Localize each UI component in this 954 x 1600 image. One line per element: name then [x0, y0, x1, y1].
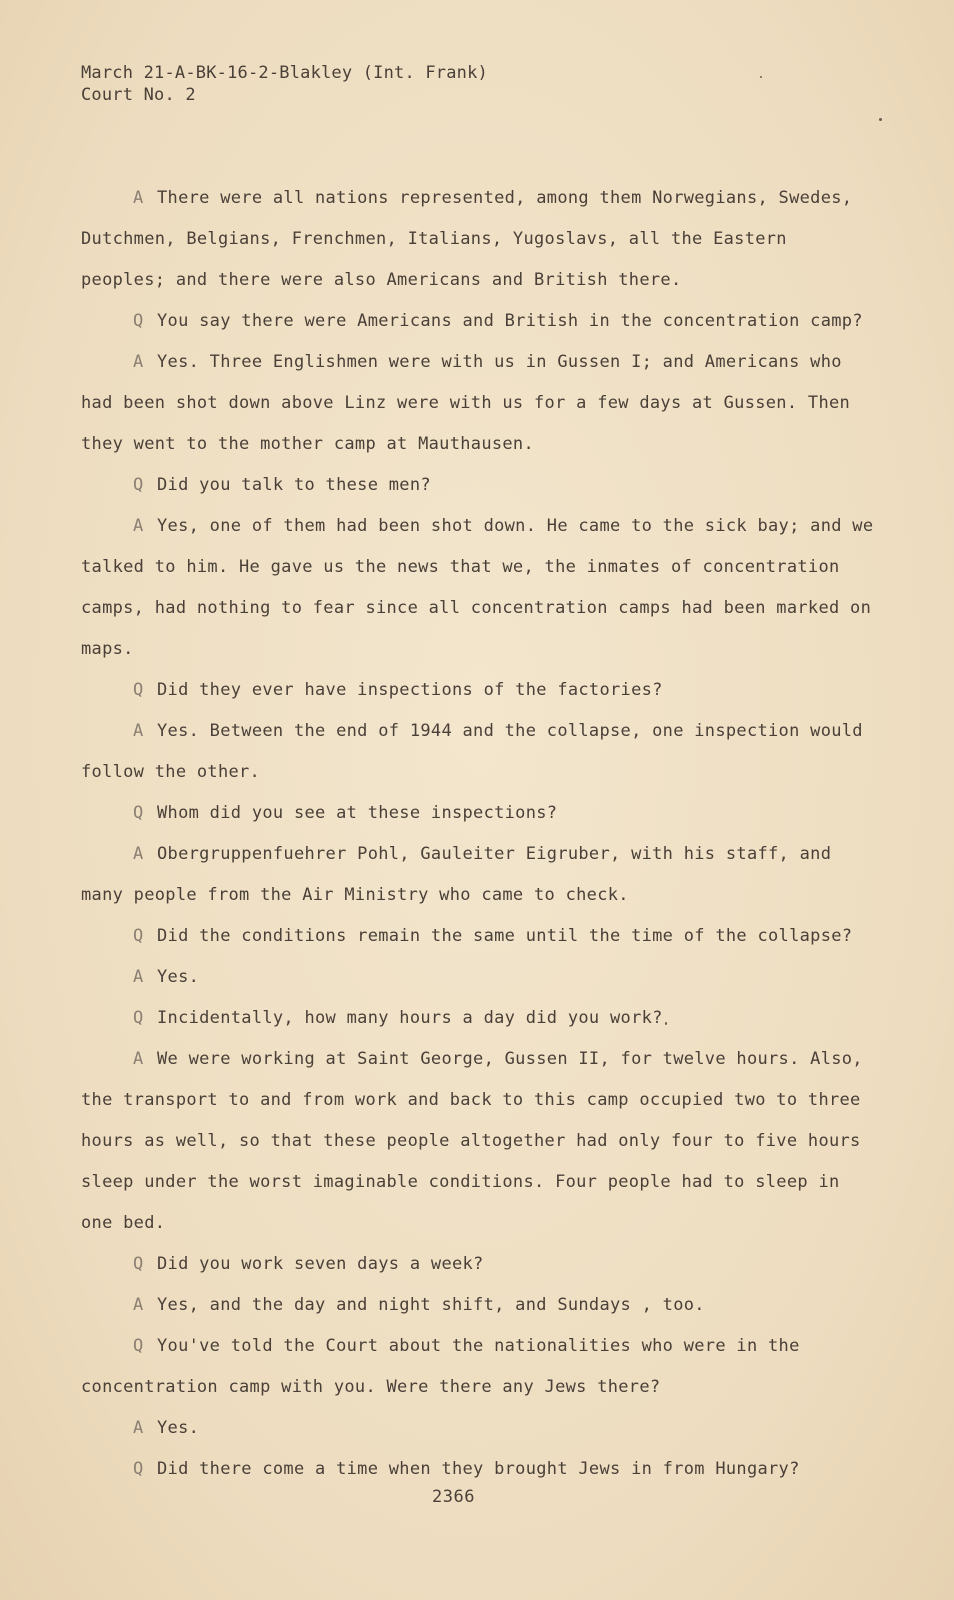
transcript-paragraph	[81, 301, 881, 342]
paragraph-text: Did you work seven days a week?	[157, 1254, 484, 1274]
transcript-paragraph	[81, 1449, 881, 1490]
paper-speck	[665, 1022, 667, 1025]
transcript-paragraph	[81, 916, 881, 957]
paragraph-text: Did you talk to these men?	[157, 475, 431, 495]
speaker-marker: A	[133, 967, 144, 987]
transcript-paragraph	[81, 670, 881, 711]
speaker-marker: A	[133, 352, 144, 372]
speaker-marker: A	[133, 844, 144, 864]
transcript-paragraph	[81, 1408, 881, 1449]
speaker-marker: Q	[133, 1336, 144, 1356]
speaker-marker: A	[133, 1418, 144, 1438]
page-number: 2366	[432, 1487, 475, 1507]
paragraph-text: Obergruppenfuehrer Pohl, Gauleiter Eigruber, with his staff, and many people from the Air Ministry who came to check.	[81, 844, 832, 905]
transcript-paragraph	[81, 178, 881, 301]
speaker-marker: Q	[133, 1008, 144, 1028]
speaker-marker: A	[133, 1295, 144, 1315]
transcript-paragraph	[81, 1285, 881, 1326]
speaker-marker: A	[133, 516, 144, 536]
transcript-paragraph	[81, 1039, 881, 1244]
speaker-marker: A	[133, 721, 144, 741]
speaker-marker: Q	[133, 1254, 144, 1274]
paragraph-text: We were working at Saint George, Gussen II, for twelve hours. Also, the transport to and from work and back to this camp occupied two to three hours as well, so that these people altogether had only four to five hours sleep under the worst imaginable conditions. Four people had to sleep in one bed.	[81, 1049, 863, 1233]
paragraph-text: Yes.	[157, 967, 200, 987]
transcript-paragraph	[81, 793, 881, 834]
paper-speck	[760, 76, 762, 78]
transcript-paragraph	[81, 711, 881, 793]
speaker-marker: Q	[133, 680, 144, 700]
transcript-paragraph	[81, 957, 881, 998]
paragraph-text: Yes. Three Englishmen were with us in Gussen I; and Americans who had been shot down above Linz were with us for a few days at Gussen. Then they went to the mother camp at Mauthausen.	[81, 352, 851, 454]
transcript-paragraph	[81, 1326, 881, 1408]
transcript-paragraph	[81, 342, 881, 465]
transcript-paragraph	[81, 1244, 881, 1285]
header-court-line: Court No. 2	[81, 85, 196, 105]
transcript-paragraph	[81, 465, 881, 506]
paragraph-text: You say there were Americans and British in the concentration camp?	[157, 311, 863, 331]
paragraph-text: You've told the Court about the nationalities who were in the concentration camp with you. Were there any Jews there?	[81, 1336, 800, 1397]
paragraph-text: Did there come a time when they brought Jews in from Hungary?	[157, 1459, 800, 1479]
paragraph-text: Yes, one of them had been shot down. He came to the sick bay; and we talked to him. He gave us the news that we, the inmates of concentration camps, had nothing to fear since all concentration camps had been marked on maps.	[81, 516, 874, 659]
speaker-marker: Q	[133, 926, 144, 946]
speaker-marker: A	[133, 188, 144, 208]
paragraph-text: Did the conditions remain the same until the time of the collapse?	[157, 926, 853, 946]
paragraph-text: There were all nations represented, among them Norwegians, Swedes, Dutchmen, Belgians, Frenchmen, Italians, Yugoslavs, all the Eastern peoples; and there were also Americans and British there.	[81, 188, 853, 290]
speaker-marker: Q	[133, 311, 144, 331]
paragraph-text: Did they ever have inspections of the factories?	[157, 680, 663, 700]
speaker-marker: Q	[133, 1459, 144, 1479]
paragraph-text: Yes, and the day and night shift, and Sundays , too.	[157, 1295, 705, 1315]
paragraph-text: Whom did you see at these inspections?	[157, 803, 558, 823]
paragraph-text: Incidentally, how many hours a day did you work?	[157, 1008, 663, 1028]
paragraph-text: Yes. Between the end of 1944 and the collapse, one inspection would follow the other.	[81, 721, 863, 782]
document-header	[81, 62, 488, 106]
paragraph-text: Yes.	[157, 1418, 200, 1438]
speaker-marker: Q	[133, 803, 144, 823]
transcript-paragraph	[81, 998, 881, 1039]
transcript-paragraph	[81, 506, 881, 670]
header-docket-line: March 21-A-BK-16-2-Blakley (Int. Frank)	[81, 63, 488, 83]
paper-speck	[879, 118, 882, 121]
speaker-marker: A	[133, 1049, 144, 1069]
speaker-marker: Q	[133, 475, 144, 495]
transcript-paragraph	[81, 834, 881, 916]
transcript-body	[81, 178, 881, 1490]
